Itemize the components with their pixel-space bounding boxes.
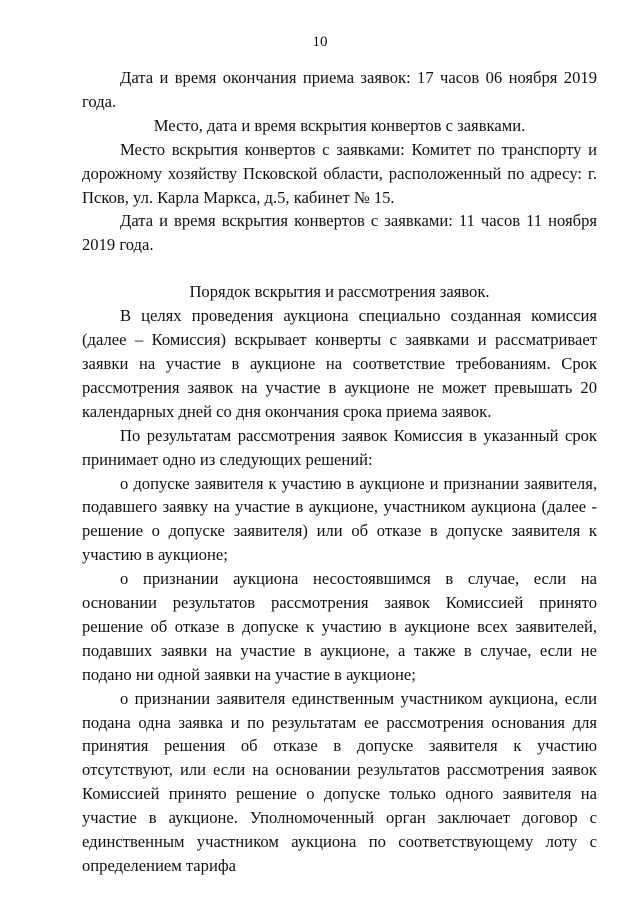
decision-sole-participant-paragraph: о признании заявителя единственным участником аукциона, если подана одна заявка и по результатам ее рассмотрения основания для принятия решения об отказе в допуске заявителя к участию отсутствуют, или если на основании результатов рассмотрения заявок Комиссией принято решение о допуске только одного заявителя на участие в аукционе. Уполномоченный орган заключает договор с единственным участником аукциона по соответствующему лоту с определением тарифа (82, 688, 597, 875)
opening-place-paragraph: Место вскрытия конвертов с заявками: Комитет по транспорту и дорожному хозяйству Псковской области, расположенный по адресу: г. Псков, ул. Карла Маркса, д.5, кабинет № 15. (82, 139, 597, 207)
decisions-intro-paragraph: По результатам рассмотрения заявок Комиссия в указанный срок принимает одно из следующих решений: (82, 425, 597, 469)
commission-paragraph: В целях проведения аукциона специально созданная комиссия (далее – Комиссия) вскрывает конверты с заявками и рассматривает заявки на участие в аукционе на соответствие требованиям. Срок рассмотрения заявок на участие в аукционе не может превышать 20 календарных дней со дня окончания срока приема заявок. (82, 306, 597, 421)
opening-heading: Место, дата и время вскрытия конвертов с заявками. (153, 115, 526, 135)
opening-datetime-paragraph: Дата и время вскрытия конвертов с заявками: 11 часов 11 ноября 2019 года. (82, 211, 597, 255)
document-body (82, 66, 597, 878)
page-number: 10 (312, 34, 328, 50)
review-procedure-heading: Порядок вскрытия и рассмотрения заявок. (189, 282, 490, 302)
decision-admission-paragraph: о допуске заявителя к участию в аукционе и признании заявителя, подавшего заявку на участие в аукционе, участником аукциона (далее - решение о допуске заявителя) или об отказе в допуске заявителя к участию в аукционе; (82, 473, 597, 565)
section-gap (82, 257, 597, 280)
submission-deadline-paragraph: Дата и время окончания приема заявок: 17 часов 06 ноября 2019 года. (82, 68, 597, 111)
decision-failed-auction-paragraph: о признании аукциона несостоявшимся в случае, если на основании результатов рассмотрения заявок Комиссией принято решение об отказе в допуске к участию в аукционе всех заявителей, подавших заявки на участие в аукционе, а также в случае, если не подано ни одной заявки на участие в аукционе; (82, 569, 597, 684)
